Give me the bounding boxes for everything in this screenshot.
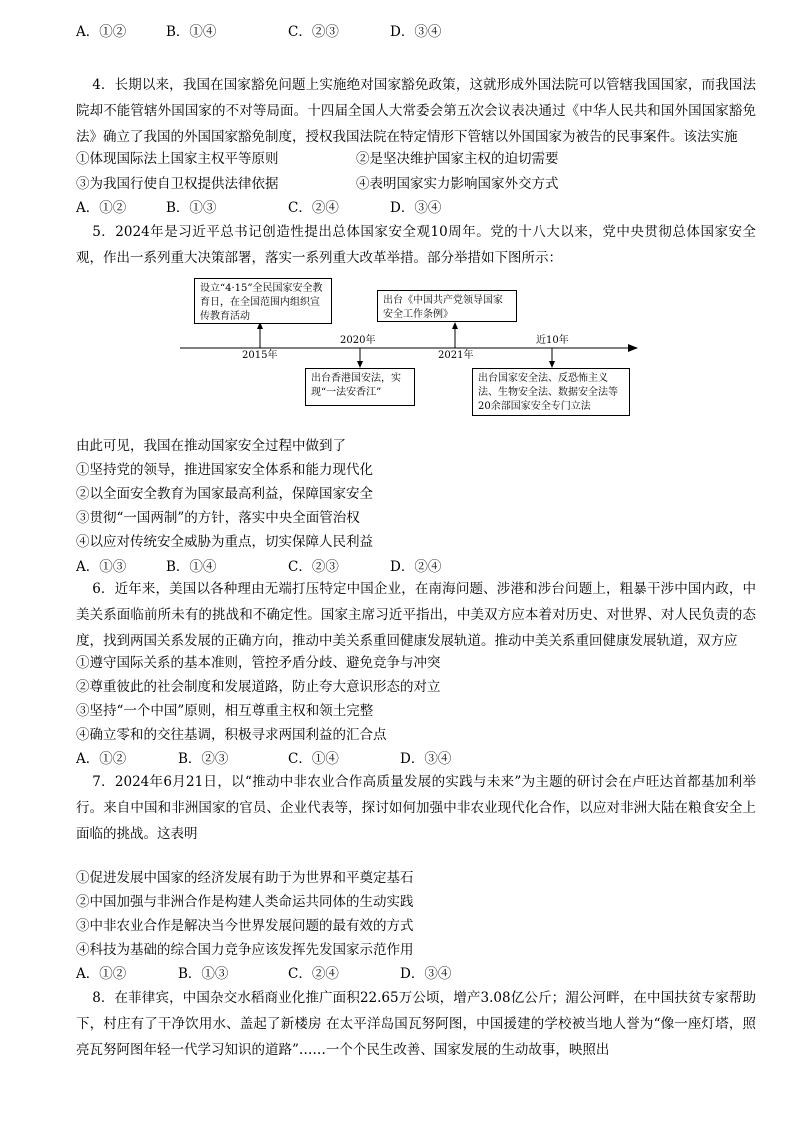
q4-item-3: ③为我国行使自卫权提供法律依据: [76, 176, 279, 192]
q5-option-b: B．①④: [166, 559, 217, 575]
q4-stem: 4．长期以来，我国在国家豁免问题上实施绝对国家豁免政策，这就形成外国法院可以管辖我国国家，而我国法院却不能管辖外国国家的不对等局面。十四届全国人大常委会第五次会议表决通过《中华人民共和国外国国家豁免法》确立了我国的外国国家豁免制度，授权我国法院在特定情形下管辖以外国国家为被告的民事案件。该法实施: [76, 77, 756, 145]
q7-stem: 7．2024年6月21日，以“推动中非农业合作高质量发展的实践与未来”为主题的研讨会在卢旺达首都基加利举行。来自中国和非洲国家的官员、企业代表等，探讨如何加强中非农业现代化合作，以应对非洲大陆在粮食安全上面临的挑战。这表明: [76, 774, 756, 842]
q6-option-d: D．③④: [400, 751, 452, 767]
q7-item-3: ③中非农业合作是解决当今世界发展问题的最有效的方式: [76, 918, 414, 934]
q4-option-a: A．①②: [76, 200, 127, 216]
q4-item-4: ④表明国家实力影响国家外交方式: [356, 176, 559, 192]
q4-option-b: B．①③: [166, 200, 217, 216]
arrow-2020: [357, 361, 363, 368]
q5-item-3: ③贯彻“一国两制”的方针，落实中央全面管治权: [76, 510, 360, 526]
q6-stem: 6．近年来，美国以各种理由无端打压特定中国企业，在南海问题、涉港和涉台问题上，粗暴干涉中国内政，中美关系面临前所未有的挑战和不确定性。国家主席习近平指出，中美双方应本着对历史、对世界、对人民负责的态度，找到两国关系发展的正确方向，推动中美关系重回健康发展轨道。推动中美关系重回健康发展轨道，双方应: [76, 581, 756, 649]
q3-option-b: B．①④: [166, 24, 217, 40]
q7-item-1: ①促进发展中国家的经济发展有助于为世界和平奠定基石: [76, 870, 414, 886]
diagram-label-2021: 2021年: [438, 350, 474, 361]
q7-options: [76, 964, 756, 984]
q5-option-d: D．②④: [390, 559, 442, 575]
diagram-box-2020: 出台香港国安法，实现“一法安香江”: [305, 368, 415, 406]
diagram-box-2015: 设立“4·15”全民国家安全教育日，在全国范围内组织宣传教育活动: [194, 278, 332, 324]
arrow-recent: [549, 361, 555, 368]
q7-option-b: B．①③: [178, 966, 229, 982]
q5-item-2: ②以全面安全教育为国家最高利益，保障国家安全: [76, 486, 373, 502]
q8-stem: 8．在菲律宾，中国杂交水稻商业化推广面积22.65万公顷，增产3.08亿公斤；湄公河畔，在中国扶贫专家帮助下，村庄有了干净饮用水、盖起了新楼房 在太平洋岛国瓦努阿图，中国援建的学校被当地人誉为“像一座灯塔，照亮瓦努阿图年轻一代学习知识的道路”……一个个民生改善、国家发展的生动故事，映照出: [76, 990, 756, 1058]
q3-option-d: D．③④: [390, 24, 442, 40]
timeline-arrowhead: [628, 344, 638, 352]
arrow-2021: [452, 322, 458, 329]
q5-stem: 5．2024年是习近平总书记创造性提出总体国家安全观10周年。党的十八大以来，党中央贯彻总体国家安全观，作出一系列重大决策部署，落实一系列重大改革举措。部分举措如下图所示：: [76, 224, 756, 266]
diagram-box-2021: 出台《中国共产党领导国家安全工作条例》: [377, 290, 517, 322]
q7-item-2: ②中国加强与非洲合作是构建人类命运共同体的生动实践: [76, 894, 414, 910]
q5-item-4: ④以应对传统安全威胁为重点，切实保障人民利益: [76, 534, 373, 550]
q5-option-a: A．①③: [76, 559, 127, 575]
q4-option-c: C．②④: [288, 200, 339, 216]
q6-option-b: B．②③: [178, 751, 229, 767]
q6-option-c: C．①④: [288, 751, 339, 767]
q5-options: [76, 557, 756, 577]
q7-item-4: ④科技为基础的综合国力竞争应该发挥先发国家示范作用: [76, 942, 414, 958]
q3-option-a: A．①②: [76, 24, 127, 40]
q6-item-3: ③坚持“一个中国”原则，相互尊重主权和领土完整: [76, 703, 374, 719]
diagram-label-2015: 2015年: [242, 350, 278, 361]
q4-option-d: D．③④: [390, 200, 442, 216]
q5-item-1: ①坚持党的领导，推进国家安全体系和能力现代化: [76, 462, 373, 478]
q6-option-a: A．①②: [76, 751, 127, 767]
q5-question: 由此可见，我国在推动国家安全过程中做到了: [76, 438, 346, 454]
diagram-label-recent: 近10年: [536, 335, 569, 346]
q4-item-2: ②是坚决维护国家主权的迫切需要: [356, 151, 559, 167]
q4-item-1: ①体现国际法上国家主权平等原则: [76, 151, 279, 167]
diagram-label-2020: 2020年: [340, 335, 376, 346]
q7-option-a: A．①②: [76, 966, 127, 982]
q6-options: [76, 749, 756, 769]
q6-item-1: ①遵守国际关系的基本准则，管控矛盾分歧、避免竞争与冲突: [76, 655, 441, 671]
q5-option-c: C．②③: [288, 559, 339, 575]
q7-option-d: D．③④: [400, 966, 452, 982]
q3-option-c: C．②③: [288, 24, 339, 40]
q6-item-4: ④确立零和的交往基调，积极寻求两国利益的汇合点: [76, 727, 387, 743]
diagram-box-recent: 出台国家安全法、反恐怖主义法、生物安全法、数据安全法等20余部国家安全专门立法: [472, 368, 630, 416]
q6-item-2: ②尊重彼此的社会制度和发展道路，防止夸大意识形态的对立: [76, 679, 441, 695]
q7-option-c: C．②④: [288, 966, 339, 982]
